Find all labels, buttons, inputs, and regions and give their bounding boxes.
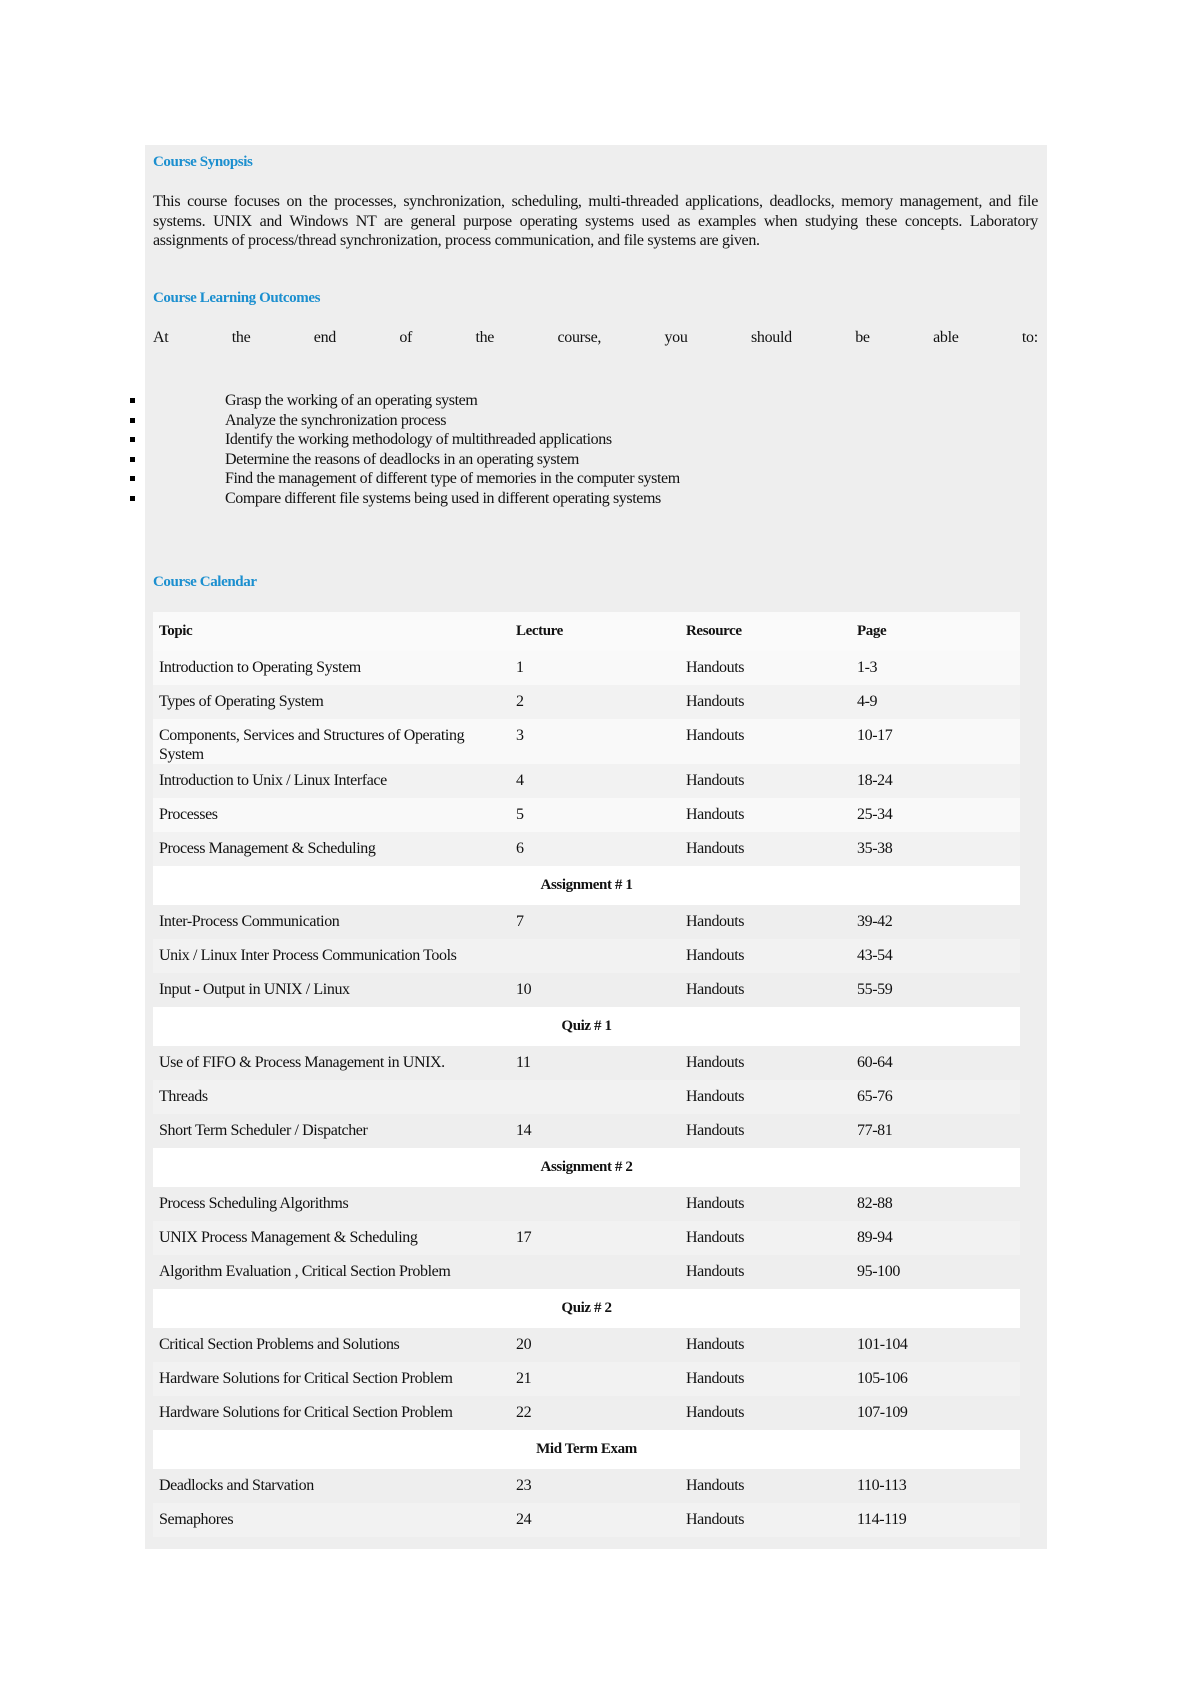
cell-page: 77-81 [857,1122,893,1139]
outcomes-intro [153,329,1038,347]
cell-resource: Handouts [680,651,851,685]
intro-word: At [153,329,169,346]
cell-topic: Processes [153,798,510,832]
cell-topic: UNIX Process Management & Scheduling [153,1221,510,1255]
table-row [153,1469,1020,1503]
cell-page: 60-64 [857,1054,893,1071]
cell-topic: Use of FIFO & Process Management in UNIX. [159,1054,445,1071]
cell-lecture [510,1187,680,1221]
cell-resource: Handouts [680,1080,851,1114]
bullet-icon [130,418,135,423]
cell-topic: Short Term Scheduler / Dispatcher [159,1122,368,1139]
col-resource: Resource [680,612,851,651]
table-row [153,651,1020,685]
outcome-item [130,450,680,470]
cell-resource: Handouts [680,685,851,719]
cell-resource: Handouts [680,832,851,866]
cell-page: 55-59 [857,981,893,998]
synopsis-heading: Course Synopsis [153,154,253,170]
section-label: Quiz # 1 [153,1007,1020,1046]
cell-resource: Handouts [680,1221,851,1255]
table-row [153,1362,1020,1396]
cell-topic: Input - Output in UNIX / Linux [159,981,350,998]
cell-page: 107-109 [857,1404,908,1421]
outcome-item [130,430,680,450]
cell-page: 105-106 [851,1362,1020,1396]
outcome-text: Identify the working methodology of multithreaded applications [225,431,612,449]
course-calendar-table [153,612,1020,1537]
section-row [153,866,1020,905]
intro-word: of [399,329,413,346]
table-row [153,1503,1020,1537]
cell-page: 18-24 [851,764,1020,798]
bullet-icon [130,476,135,481]
cell-topic: Critical Section Problems and Solutions [159,1336,400,1353]
bullet-icon [130,496,135,501]
outcome-item [130,469,680,489]
intro-word: you [664,329,688,346]
table-row [153,764,1020,798]
table-row [153,1187,1020,1221]
cell-lecture: 5 [510,798,680,832]
col-topic: Topic [153,612,510,651]
outcome-text: Analyze the synchronization process [225,411,447,429]
section-label: Assignment # 2 [153,1148,1020,1187]
outcome-item [130,489,680,509]
outcome-text: Find the management of different type of memories in the computer system [225,470,680,488]
cell-page: 95-100 [857,1263,900,1280]
section-label: Mid Term Exam [153,1430,1020,1469]
cell-lecture: 20 [516,1336,532,1353]
cell-page: 4-9 [851,685,1020,719]
table-row [153,1396,1020,1430]
cell-resource: Handouts [686,1054,745,1071]
table-row [153,798,1020,832]
intro-word: the [475,329,495,346]
cell-topic: Unix / Linux Inter Process Communication Tools [153,939,510,973]
section-label: Quiz # 2 [153,1289,1020,1328]
table-row [153,1114,1020,1148]
table-row [153,1046,1020,1080]
cell-resource: Handouts [680,1503,851,1537]
calendar-heading: Course Calendar [153,574,257,590]
table-row [153,685,1020,719]
section-label: Assignment # 1 [153,866,1020,905]
cell-lecture: 24 [510,1503,680,1537]
cell-lecture: 21 [510,1362,680,1396]
synopsis-text: This course focuses on the processes, synchronization, scheduling, multi-threaded applications, deadlocks, memory management, and file systems. UNIX and Windows NT are general purpose operating systems used as examples when studying these concepts. Laboratory assignments of process/thread synchronization, process communication, and file systems are given. [153,193,1038,250]
cell-topic: Process Management & Scheduling [153,832,510,866]
cell-page: 39-42 [857,913,893,930]
cell-resource: Handouts [686,1263,745,1280]
table-row [153,719,1020,764]
section-row [153,1148,1020,1187]
cell-topic: Process Scheduling Algorithms [159,1195,349,1212]
cell-page: 114-119 [851,1503,1020,1537]
intro-word: be [855,329,870,346]
intro-word: able [933,329,959,346]
cell-lecture: 22 [516,1404,532,1421]
cell-lecture [510,939,680,973]
cell-lecture [510,1080,680,1114]
section-row [153,1289,1020,1328]
cell-page: 65-76 [851,1080,1020,1114]
cell-topic: Introduction to Operating System [153,651,510,685]
cell-resource: Handouts [686,1477,745,1494]
cell-resource: Handouts [680,798,851,832]
cell-resource: Handouts [686,1195,745,1212]
col-page: Page [851,612,1020,651]
table-row [153,1255,1020,1289]
cell-lecture: 6 [510,832,680,866]
outcome-item [130,411,680,431]
cell-topic: Introduction to Unix / Linux Interface [153,764,510,798]
outcome-text: Compare different file systems being used in different operating systems [225,489,661,507]
cell-lecture: 23 [516,1477,532,1494]
cell-lecture: 1 [510,651,680,685]
intro-word: course, [557,329,602,346]
cell-topic: Inter-Process Communication [159,913,340,930]
cell-topic: Algorithm Evaluation , Critical Section Problem [159,1263,451,1280]
cell-lecture: 17 [510,1221,680,1255]
cell-lecture: 3 [510,719,680,764]
cell-page: 82-88 [857,1195,893,1212]
cell-page: 110-113 [857,1477,907,1494]
outcomes-list [130,391,680,509]
cell-page: 43-54 [851,939,1020,973]
cell-topic: Deadlocks and Starvation [159,1477,314,1494]
cell-topic: Threads [153,1080,510,1114]
outcome-text: Determine the reasons of deadlocks in an operating system [225,450,579,468]
table-row [153,1080,1020,1114]
bullet-icon [130,398,135,403]
cell-resource: Handouts [686,913,745,930]
cell-lecture [510,1255,680,1289]
cell-resource: Handouts [686,1404,745,1421]
cell-topic: Semaphores [153,1503,510,1537]
cell-lecture: 14 [516,1122,532,1139]
bullet-icon [130,437,135,442]
cell-resource: Handouts [686,1336,745,1353]
cell-topic: Hardware Solutions for Critical Section Problem [159,1404,453,1421]
intro-word: to: [1021,329,1038,346]
table-row [153,973,1020,1007]
section-row [153,1430,1020,1469]
cell-page: 89-94 [851,1221,1020,1255]
cell-page: 25-34 [851,798,1020,832]
cell-page: 1-3 [851,651,1020,685]
table-row [153,905,1020,939]
table-row [153,939,1020,973]
table-row [153,1221,1020,1255]
cell-resource: Handouts [680,764,851,798]
col-lecture: Lecture [510,612,680,651]
cell-lecture: 7 [516,913,524,930]
outcome-text: Grasp the working of an operating system [225,392,478,409]
outcome-item [130,391,680,411]
cell-lecture: 4 [510,764,680,798]
section-row [153,1007,1020,1046]
cell-lecture: 10 [516,981,532,998]
cell-resource: Handouts [686,981,745,998]
cell-lecture: 11 [516,1054,531,1071]
cell-topic: Components, Services and Structures of Operating System [153,719,510,764]
table-row [153,1328,1020,1362]
table-header [153,612,1020,651]
table-row [153,832,1020,866]
intro-word: end [313,329,336,346]
outcomes-heading: Course Learning Outcomes [153,290,321,306]
cell-resource: Handouts [680,1362,851,1396]
intro-word: should [750,329,792,346]
cell-page: 35-38 [851,832,1020,866]
intro-word: the [231,329,251,346]
cell-resource: Handouts [686,1122,745,1139]
cell-topic: Hardware Solutions for Critical Section Problem [153,1362,510,1396]
cell-topic: Types of Operating System [153,685,510,719]
cell-page: 101-104 [857,1336,908,1353]
cell-page: 10-17 [851,719,1020,764]
cell-lecture: 2 [510,685,680,719]
bullet-icon [130,457,135,462]
cell-resource: Handouts [680,939,851,973]
cell-resource: Handouts [680,719,851,764]
